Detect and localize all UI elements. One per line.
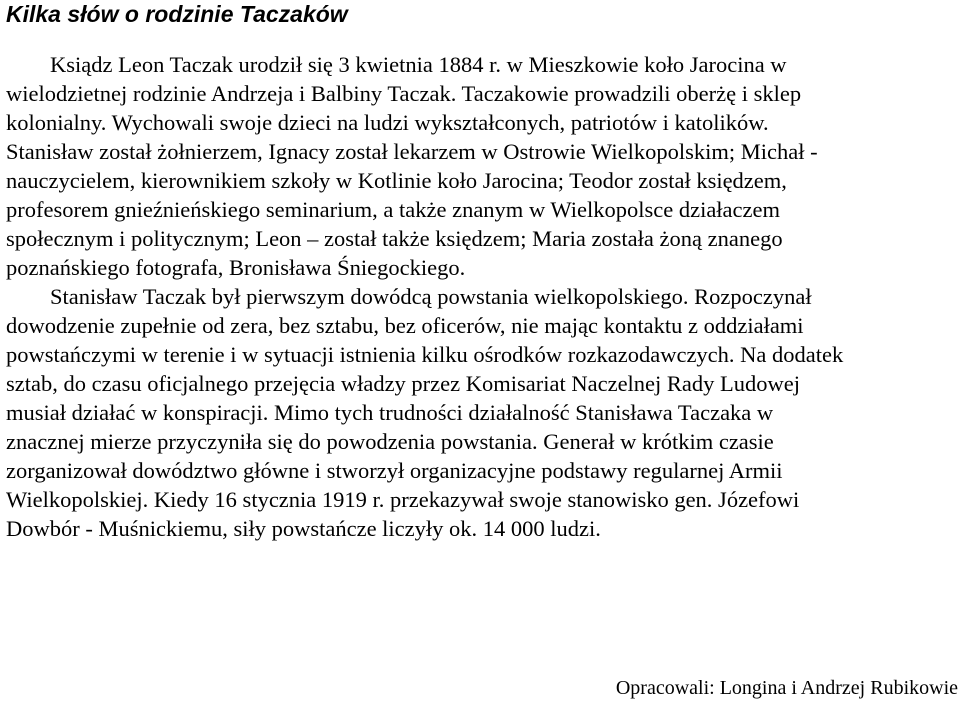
text-line: musiał działać w konspiracji. Mimo tych trudności działalność Stanisława Taczaka w <box>6 400 774 425</box>
text-line: nauczycielem, kierownikiem szkoły w Kotlinie koło Jarocina; Teodor został księdzem, <box>6 168 787 193</box>
page-title: Kilka słów o rodzinie Taczaków <box>6 1 348 27</box>
signature: Opracowali: Longina i Andrzej Rubikowie <box>615 677 958 699</box>
text-line: dowodzenie zupełnie od zera, bez sztabu, bez oficerów, nie mając kontaktu z oddziałami <box>6 313 804 338</box>
text-line: Stanisław Taczak był pierwszym dowódcą powstania wielkopolskiego. Rozpoczynał <box>50 284 812 309</box>
text-line: profesorem gnieźnieńskiego seminarium, a także znanym w Wielkopolsce działaczem <box>6 197 781 222</box>
text-line: Ksiądz Leon Taczak urodził się 3 kwietnia 1884 r. w Mieszkowie koło Jarocina w <box>50 52 787 77</box>
text-line: sztab, do czasu oficjalnego przejęcia władzy przez Komisariat Naczelnej Rady Ludowej <box>6 371 801 396</box>
body-text <box>6 50 956 543</box>
text-line: Dowbór - Muśnickiemu, siły powstańcze liczyły ok. 14 000 ludzi. <box>6 516 601 541</box>
text-line: znacznej mierze przyczyniła się do powodzenia powstania. Generał w krótkim czasie <box>6 429 774 454</box>
text-line: Wielkopolskiej. Kiedy 16 stycznia 1919 r. przekazywał swoje stanowisko gen. Józefowi <box>6 487 800 512</box>
text-line: społecznym i politycznym; Leon – został także księdzem; Maria została żoną znanego <box>6 226 783 251</box>
text-line: Stanisław został żołnierzem, Ignacy został lekarzem w Ostrowie Wielkopolskim; Michał - <box>6 139 818 164</box>
text-line: kolonialny. Wychowali swoje dzieci na ludzi wykształconych, patriotów i katolików. <box>6 110 769 135</box>
text-line: poznańskiego fotografa, Bronisława Śniegockiego. <box>6 255 466 280</box>
text-line: zorganizował dowództwo główne i stworzył organizacyjne podstawy regularnej Armii <box>6 458 783 483</box>
text-line: wielodzietnej rodzinie Andrzeja i Balbiny Taczak. Taczakowie prowadzili oberżę i sklep <box>6 81 802 106</box>
text-line: powstańczymi w terenie i w sytuacji istnienia kilku ośrodków rozkazodawczych. Na dodatek <box>6 342 844 367</box>
